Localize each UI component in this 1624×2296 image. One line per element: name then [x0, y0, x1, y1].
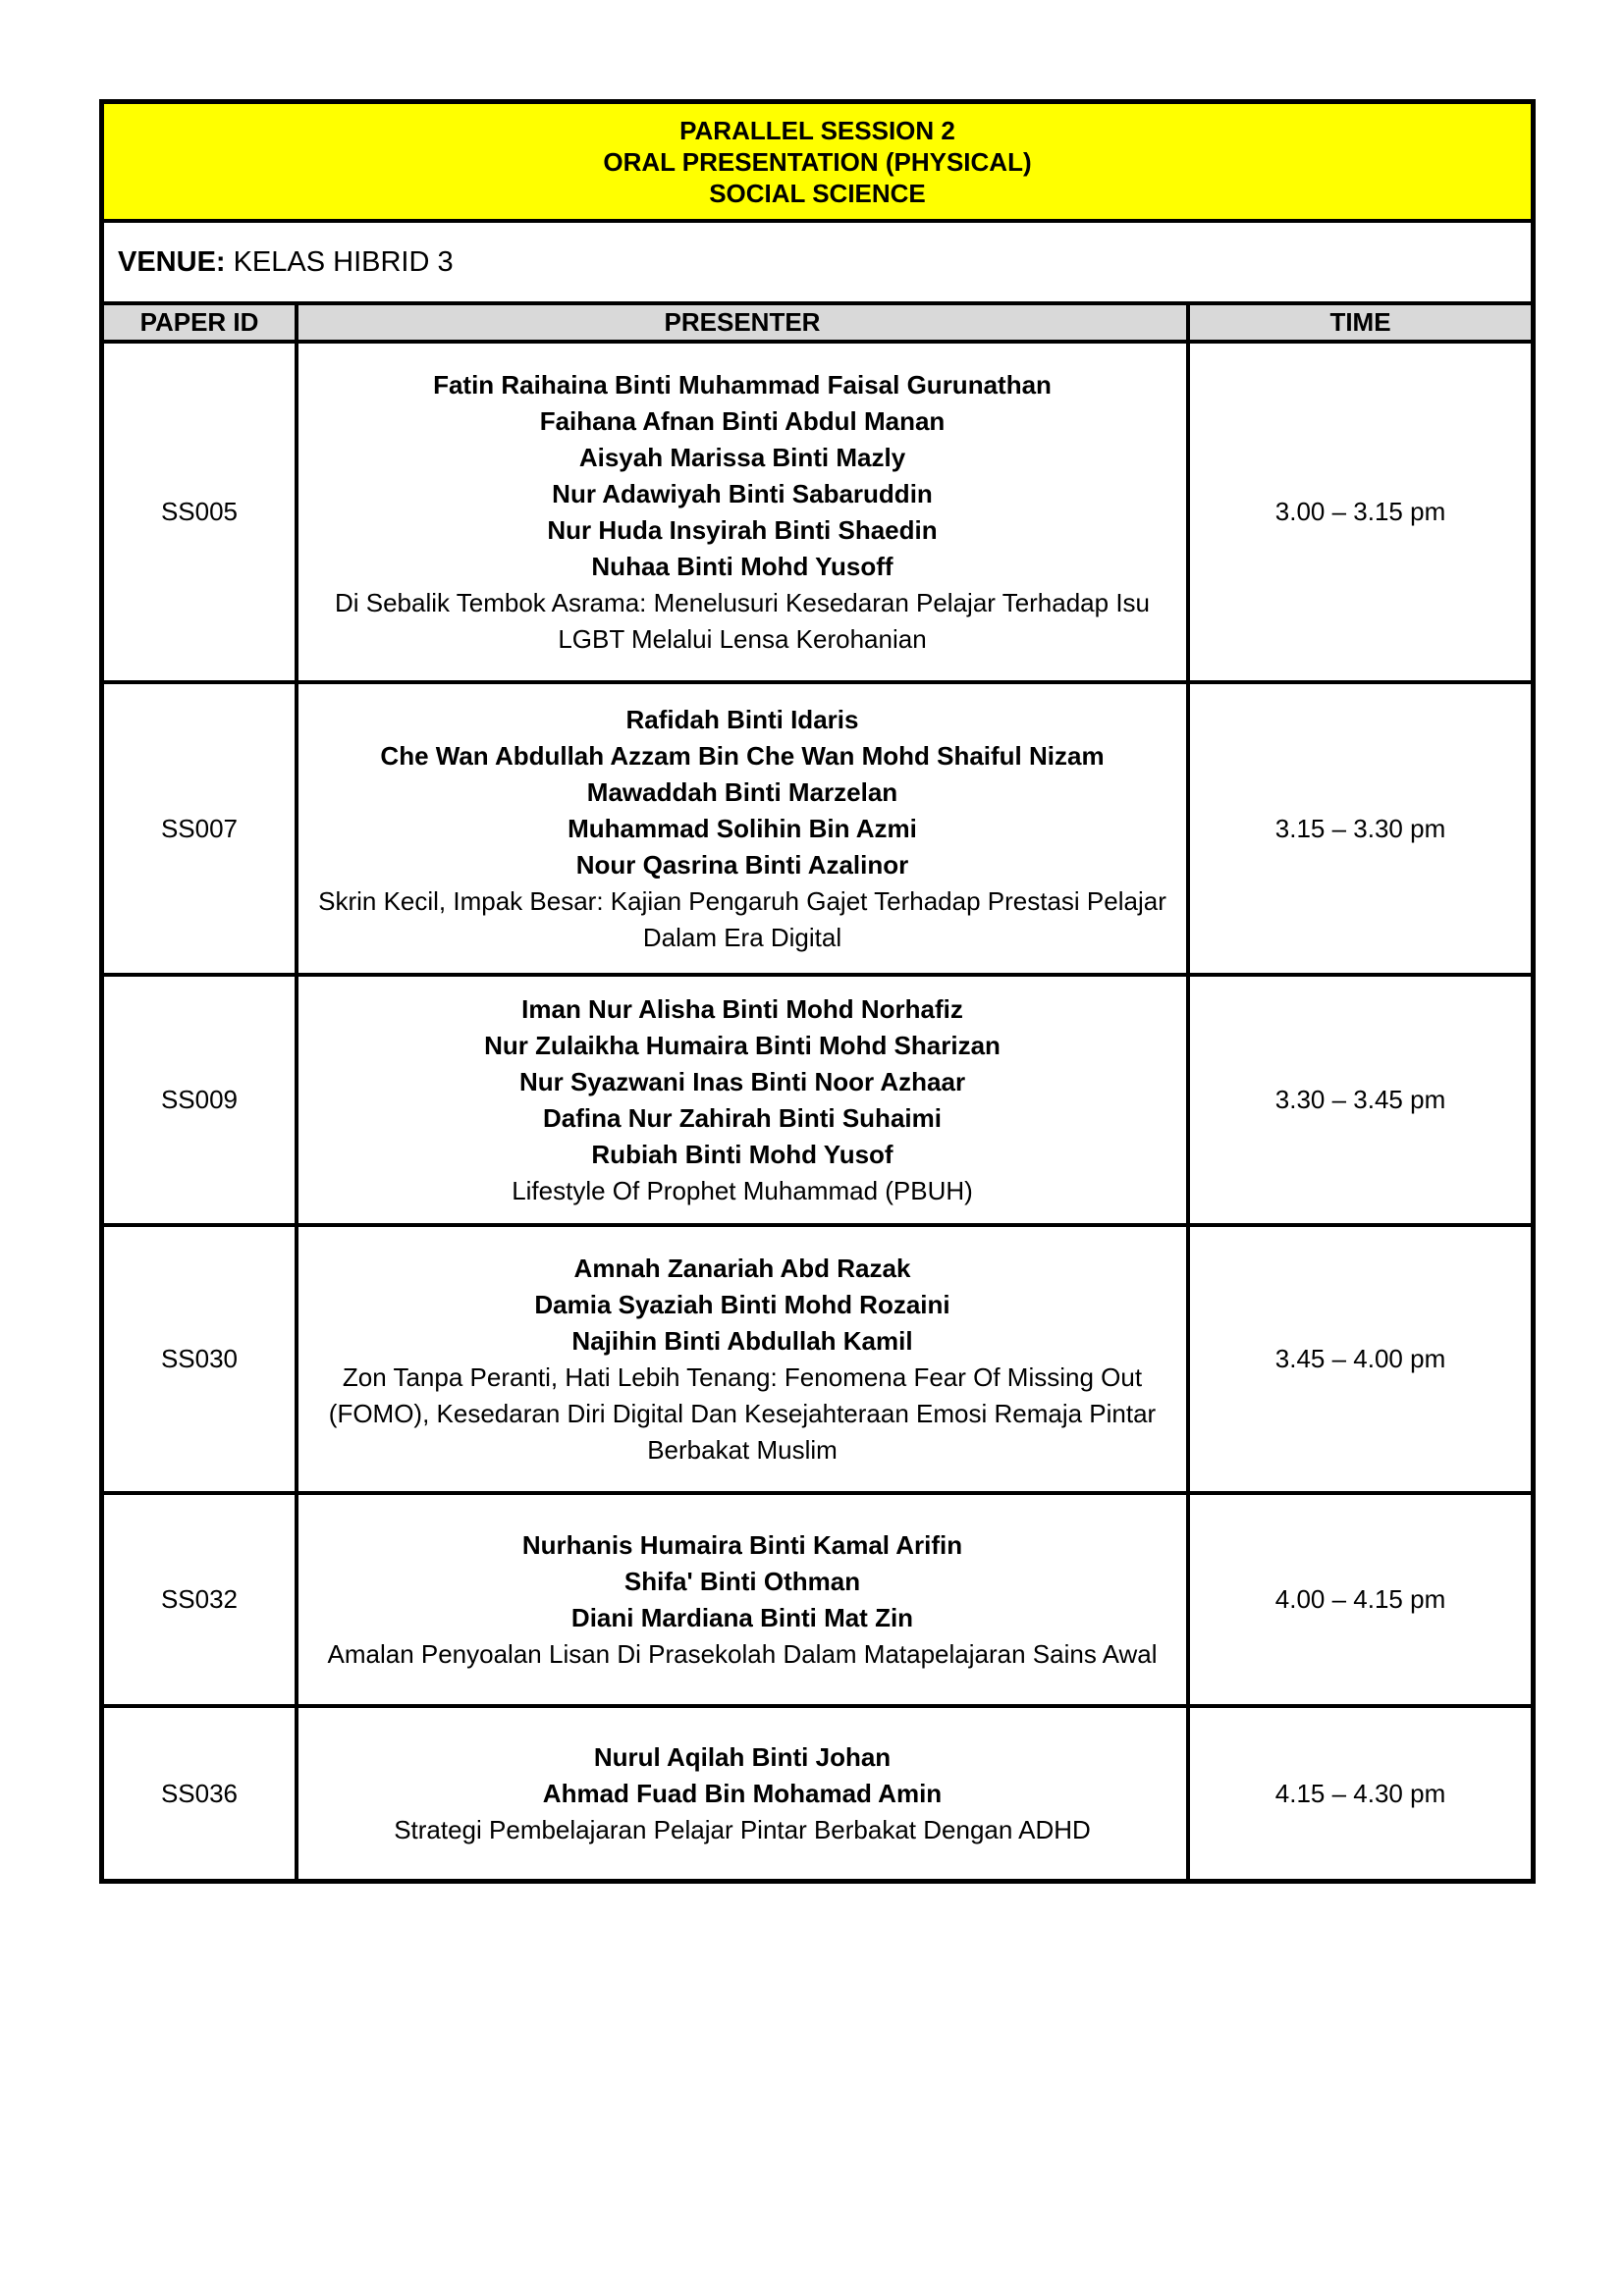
presenter-cell [298, 344, 1186, 680]
paper-title: Di Sebalik Tembok Asrama: Menelusuri Kesedaran Pelajar Terhadap Isu LGBT Melalui Lensa Kerohanian [334, 587, 1151, 654]
author-name: Amnah Zanariah Abd Razak [573, 1253, 911, 1283]
session-title: PARALLEL SESSION 2 [679, 115, 955, 145]
paper-id-cell: SS036 [104, 1708, 295, 1879]
paper-title: Lifestyle Of Prophet Muhammad (PBUH) [512, 1175, 973, 1205]
session-header [104, 104, 1531, 219]
column-header-presenter: PRESENTER [298, 305, 1186, 340]
author-name: Faihana Afnan Binti Abdul Manan [539, 405, 946, 436]
paper-title: Zon Tanpa Peranti, Hati Lebih Tenang: Fenomena Fear Of Missing Out (FOMO), Kesedaran Diri Digital Dan Kesejahteraan Emosi Remaja Pintar Berbakat Muslim [328, 1362, 1157, 1465]
paper-title: Amalan Penyoalan Lisan Di Prasekolah Dalam Matapelajaran Sains Awal [327, 1638, 1158, 1669]
author-name: Ahmad Fuad Bin Mohamad Amin [542, 1778, 943, 1808]
presenter-cell [298, 1495, 1186, 1704]
paper-id-cell: SS032 [104, 1495, 295, 1704]
author-name: Fatin Raihaina Binti Muhammad Faisal Gurunathan [433, 369, 1052, 400]
presenter-cell [298, 1708, 1186, 1879]
venue-value: KELAS HIBRID 3 [233, 245, 454, 278]
author-name: Najihin Binti Abdullah Kamil [571, 1325, 913, 1356]
paper-id-cell: SS030 [104, 1227, 295, 1491]
author-name: Aisyah Marissa Binti Mazly [578, 442, 906, 472]
author-name: Rafidah Binti Idaris [625, 704, 859, 734]
time-cell: 3.30 – 3.45 pm [1190, 977, 1531, 1223]
author-name: Che Wan Abdullah Azzam Bin Che Wan Mohd Shaiful Nizam [380, 740, 1105, 771]
author-name: Nur Zulaikha Humaira Binti Mohd Sharizan [484, 1030, 1001, 1060]
author-name: Nur Huda Insyirah Binti Shaedin [547, 514, 938, 545]
author-name: Damia Syaziah Binti Mohd Rozaini [534, 1289, 950, 1319]
author-name: Nour Qasrina Binti Azalinor [575, 849, 909, 880]
paper-title: Strategi Pembelajaran Pelajar Pintar Berbakat Dengan ADHD [394, 1814, 1091, 1844]
presenter-cell [298, 684, 1186, 973]
paper-id-cell: SS005 [104, 344, 295, 680]
author-name: Dafina Nur Zahirah Binti Suhaimi [543, 1102, 942, 1133]
time-cell: 3.00 – 3.15 pm [1190, 344, 1531, 680]
author-name: Nur Syazwani Inas Binti Noor Azhaar [518, 1066, 966, 1096]
author-name: Mawaddah Binti Marzelan [586, 776, 898, 807]
time-cell: 3.15 – 3.30 pm [1190, 684, 1531, 973]
author-name: Diani Mardiana Binti Mat Zin [570, 1602, 914, 1632]
author-name: Shifa' Binti Othman [623, 1566, 861, 1596]
session-type: ORAL PRESENTATION (PHYSICAL) [603, 146, 1032, 177]
venue-row [104, 223, 1531, 301]
presenter-cell [298, 977, 1186, 1223]
venue-label: VENUE: [118, 245, 226, 278]
author-name: Muhammad Solihin Bin Azmi [568, 813, 917, 843]
author-name: Nuhaa Binti Mohd Yusoff [591, 551, 893, 581]
paper-title: Skrin Kecil, Impak Besar: Kajian Pengaruh Gajet Terhadap Prestasi Pelajar Dalam Era Digital [318, 885, 1166, 952]
author-name: Iman Nur Alisha Binti Mohd Norhafiz [521, 993, 963, 1024]
time-cell: 4.15 – 4.30 pm [1190, 1708, 1531, 1879]
author-name: Nur Adawiyah Binti Sabaruddin [552, 478, 933, 508]
author-name: Nurul Aqilah Binti Johan [593, 1741, 892, 1772]
presenter-cell [298, 1227, 1186, 1491]
paper-id-cell: SS009 [104, 977, 295, 1223]
column-header-time: TIME [1190, 305, 1531, 340]
session-track: SOCIAL SCIENCE [709, 178, 926, 208]
author-name: Nurhanis Humaira Binti Kamal Arifin [521, 1529, 963, 1560]
author-name: Rubiah Binti Mohd Yusof [591, 1139, 893, 1169]
time-cell: 4.00 – 4.15 pm [1190, 1495, 1531, 1704]
paper-id-cell: SS007 [104, 684, 295, 973]
time-cell: 3.45 – 4.00 pm [1190, 1227, 1531, 1491]
column-header-paper-id: PAPER ID [104, 305, 295, 340]
session-schedule-table [99, 99, 1536, 1884]
